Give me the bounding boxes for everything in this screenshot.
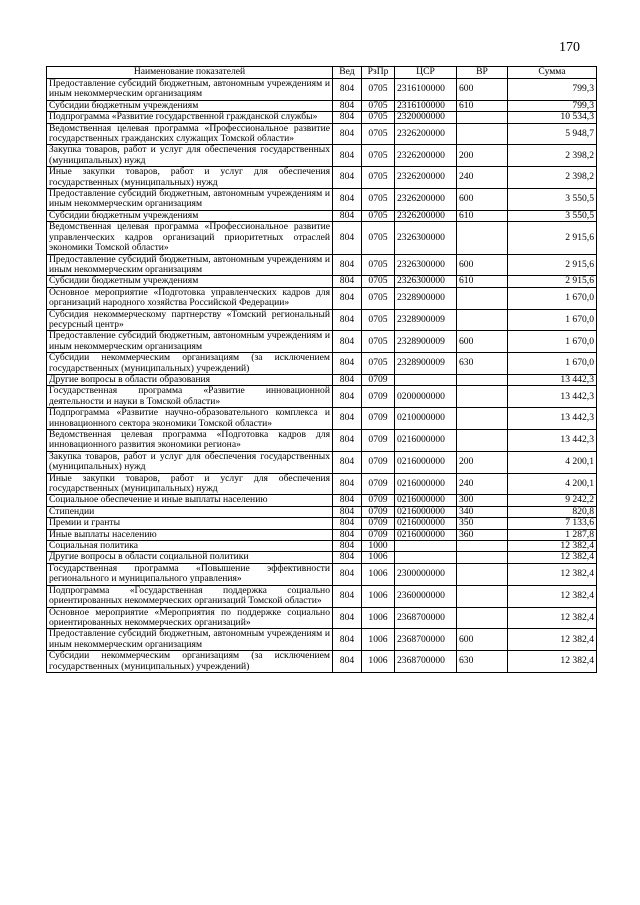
row-sum: 13 442,3 [508, 386, 597, 408]
row-rzpr: 0705 [362, 353, 395, 375]
row-vr: 360 [457, 529, 508, 540]
row-rzpr: 0705 [362, 254, 395, 276]
row-vr: 600 [457, 254, 508, 276]
row-rzpr: 0709 [362, 408, 395, 430]
row-name: Социальная политика [47, 541, 333, 552]
row-csr: 2328900009 [395, 309, 457, 331]
row-name: Субсидии некоммерческим организациям (за исключением государственных (муниципальных) учреждений) [47, 651, 333, 673]
row-rzpr: 1006 [362, 607, 395, 629]
table-row [47, 585, 597, 607]
row-csr: 2326300000 [395, 254, 457, 276]
header-sum: Сумма [508, 67, 597, 79]
row-rzpr: 0705 [362, 276, 395, 287]
row-sum: 12 382,4 [508, 552, 597, 563]
row-rzpr: 0709 [362, 473, 395, 495]
row-ved: 804 [333, 518, 362, 529]
row-ved: 804 [333, 331, 362, 353]
row-csr: 2328900009 [395, 353, 457, 375]
row-csr: 0216000000 [395, 430, 457, 452]
page-number: 170 [559, 40, 580, 55]
row-rzpr: 1006 [362, 563, 395, 585]
row-name: Субсидии бюджетным учреждениям [47, 210, 333, 221]
row-sum: 5 948,7 [508, 123, 597, 145]
row-rzpr: 1000 [362, 541, 395, 552]
row-vr [457, 563, 508, 585]
row-csr: 2300000000 [395, 563, 457, 585]
row-vr: 600 [457, 189, 508, 211]
row-vr: 200 [457, 451, 508, 473]
row-ved: 804 [333, 222, 362, 254]
row-csr: 2326300000 [395, 276, 457, 287]
row-ved: 804 [333, 651, 362, 673]
row-rzpr: 0705 [362, 112, 395, 123]
table-row [47, 430, 597, 452]
row-vr [457, 309, 508, 331]
table-row [47, 100, 597, 111]
row-vr: 600 [457, 331, 508, 353]
row-ved: 804 [333, 506, 362, 517]
row-rzpr: 0705 [362, 309, 395, 331]
row-csr: 2326200000 [395, 167, 457, 189]
row-sum: 3 550,5 [508, 189, 597, 211]
row-ved: 804 [333, 386, 362, 408]
table-row [47, 331, 597, 353]
row-csr: 0200000000 [395, 386, 457, 408]
row-name: Подпрограмма «Развитие государственной гражданской службы» [47, 112, 333, 123]
row-vr: 610 [457, 100, 508, 111]
table-row [47, 374, 597, 385]
row-sum: 4 200,1 [508, 451, 597, 473]
row-sum: 13 442,3 [508, 430, 597, 452]
row-sum: 2 398,2 [508, 145, 597, 167]
row-name: Другие вопросы в области образования [47, 374, 333, 385]
row-sum: 4 200,1 [508, 473, 597, 495]
row-name: Ведомственная целевая программа «Профессиональное развитие управленческих кадров организаций приоритетных отраслей экономики Томской области» [47, 222, 333, 254]
row-ved: 804 [333, 123, 362, 145]
row-sum: 820,8 [508, 506, 597, 517]
row-rzpr: 0709 [362, 451, 395, 473]
row-sum: 12 382,4 [508, 541, 597, 552]
row-ved: 804 [333, 276, 362, 287]
row-ved: 804 [333, 100, 362, 111]
row-ved: 804 [333, 145, 362, 167]
row-csr: 2320000000 [395, 112, 457, 123]
row-sum: 3 550,5 [508, 210, 597, 221]
table-row [47, 123, 597, 145]
table-row [47, 473, 597, 495]
header-rzpr: РзПр [362, 67, 395, 79]
table-row [47, 607, 597, 629]
row-vr [457, 430, 508, 452]
row-rzpr: 0705 [362, 123, 395, 145]
row-sum: 2 398,2 [508, 167, 597, 189]
budget-table [46, 66, 597, 673]
row-name: Субсидии бюджетным учреждениям [47, 100, 333, 111]
row-ved: 804 [333, 430, 362, 452]
row-vr [457, 552, 508, 563]
row-sum: 13 442,3 [508, 374, 597, 385]
table-row [47, 276, 597, 287]
table-row [47, 506, 597, 517]
row-name: Предоставление субсидий бюджетным, автономным учреждениям и иным некоммерческим организациям [47, 254, 333, 276]
row-name: Предоставление субсидий бюджетным, автономным учреждениям и иным некоммерческим организациям [47, 331, 333, 353]
row-csr [395, 552, 457, 563]
row-name: Предоставление субсидий бюджетным, автономным учреждениям и иным некоммерческим организациям [47, 189, 333, 211]
table-row [47, 518, 597, 529]
table-row [47, 629, 597, 651]
row-rzpr: 0705 [362, 222, 395, 254]
row-vr [457, 585, 508, 607]
row-csr: 2328900009 [395, 331, 457, 353]
row-rzpr: 0709 [362, 506, 395, 517]
row-sum: 12 382,4 [508, 651, 597, 673]
row-name: Закупка товаров, работ и услуг для обеспечения государственных (муниципальных) нужд [47, 451, 333, 473]
row-rzpr: 0705 [362, 287, 395, 309]
row-sum: 13 442,3 [508, 408, 597, 430]
row-csr: 2360000000 [395, 585, 457, 607]
row-rzpr: 0705 [362, 145, 395, 167]
row-ved: 804 [333, 79, 362, 101]
row-sum: 12 382,4 [508, 607, 597, 629]
row-rzpr: 0705 [362, 79, 395, 101]
row-rzpr: 0705 [362, 100, 395, 111]
row-name: Закупка товаров, работ и услуг для обеспечения государственных (муниципальных) нужд [47, 145, 333, 167]
row-csr: 2328900000 [395, 287, 457, 309]
row-rzpr: 0709 [362, 518, 395, 529]
row-rzpr: 0709 [362, 374, 395, 385]
table-body [47, 79, 597, 673]
row-csr: 2326200000 [395, 123, 457, 145]
row-vr: 630 [457, 651, 508, 673]
row-ved: 804 [333, 167, 362, 189]
row-ved: 804 [333, 629, 362, 651]
row-vr: 200 [457, 145, 508, 167]
table-row [47, 309, 597, 331]
row-rzpr: 1006 [362, 552, 395, 563]
row-csr: 0216000000 [395, 473, 457, 495]
table-row [47, 287, 597, 309]
row-name: Субсидии некоммерческим организациям (за исключением государственных (муниципальных) учреждений) [47, 353, 333, 375]
row-ved: 804 [333, 451, 362, 473]
row-ved: 804 [333, 529, 362, 540]
row-ved: 804 [333, 353, 362, 375]
row-sum: 2 915,6 [508, 222, 597, 254]
row-csr: 0216000000 [395, 451, 457, 473]
table-row [47, 563, 597, 585]
row-ved: 804 [333, 495, 362, 506]
row-rzpr: 0709 [362, 495, 395, 506]
row-name: Социальное обеспечение и иные выплаты населению [47, 495, 333, 506]
row-sum: 1 670,0 [508, 309, 597, 331]
row-sum: 1 670,0 [508, 353, 597, 375]
row-name: Предоставление субсидий бюджетным, автономным учреждениям и иным некоммерческим организациям [47, 79, 333, 101]
table-row [47, 167, 597, 189]
row-sum: 799,3 [508, 100, 597, 111]
row-vr: 630 [457, 353, 508, 375]
row-ved: 804 [333, 287, 362, 309]
row-sum: 12 382,4 [508, 563, 597, 585]
row-name: Премии и гранты [47, 518, 333, 529]
table-row [47, 651, 597, 673]
row-sum: 7 133,6 [508, 518, 597, 529]
row-ved: 804 [333, 408, 362, 430]
row-ved: 804 [333, 374, 362, 385]
row-csr: 2326200000 [395, 145, 457, 167]
row-sum: 9 242,2 [508, 495, 597, 506]
row-sum: 2 915,6 [508, 276, 597, 287]
header-vr: ВР [457, 67, 508, 79]
row-sum: 1 670,0 [508, 331, 597, 353]
row-rzpr: 1006 [362, 585, 395, 607]
row-name: Подпрограмма «Развитие научно-образовательного комплекса и инновационного сектора экономики Томской области» [47, 408, 333, 430]
row-vr [457, 222, 508, 254]
row-ved: 804 [333, 552, 362, 563]
row-ved: 804 [333, 254, 362, 276]
row-csr: 2368700000 [395, 607, 457, 629]
row-sum: 799,3 [508, 79, 597, 101]
row-ved: 804 [333, 112, 362, 123]
row-name: Субсидии бюджетным учреждениям [47, 276, 333, 287]
table-row [47, 541, 597, 552]
row-csr: 2368700000 [395, 651, 457, 673]
row-sum: 10 534,3 [508, 112, 597, 123]
row-name: Иные закупки товаров, работ и услуг для обеспечения государственных (муниципальных) нужд [47, 167, 333, 189]
row-rzpr: 0705 [362, 167, 395, 189]
table-row [47, 495, 597, 506]
table-row [47, 189, 597, 211]
row-ved: 804 [333, 585, 362, 607]
row-vr: 240 [457, 167, 508, 189]
row-name: Ведомственная целевая программа «Профессиональное развитие государственных гражданских служащих Томской области» [47, 123, 333, 145]
row-vr [457, 123, 508, 145]
row-vr: 240 [457, 473, 508, 495]
row-rzpr: 0709 [362, 430, 395, 452]
row-vr [457, 541, 508, 552]
row-ved: 804 [333, 473, 362, 495]
row-csr: 2326200000 [395, 210, 457, 221]
row-rzpr: 0705 [362, 331, 395, 353]
row-rzpr: 1006 [362, 651, 395, 673]
row-vr: 340 [457, 506, 508, 517]
row-rzpr: 0705 [362, 210, 395, 221]
row-sum: 1 670,0 [508, 287, 597, 309]
row-name: Государственная программа «Повышение эффективности регионального и муниципального управления» [47, 563, 333, 585]
row-csr [395, 541, 457, 552]
row-name: Основное мероприятие «Мероприятия по поддержке социально ориентированных некоммерческих организаций» [47, 607, 333, 629]
table-row [47, 529, 597, 540]
row-rzpr: 0709 [362, 529, 395, 540]
row-ved: 804 [333, 189, 362, 211]
row-csr: 2326200000 [395, 189, 457, 211]
row-csr [395, 374, 457, 385]
row-ved: 804 [333, 563, 362, 585]
table-row [47, 552, 597, 563]
row-csr: 0216000000 [395, 506, 457, 517]
row-csr: 2326300000 [395, 222, 457, 254]
header-ved: Вед [333, 67, 362, 79]
header-csr: ЦСР [395, 67, 457, 79]
row-vr: 600 [457, 79, 508, 101]
row-csr: 0210000000 [395, 408, 457, 430]
row-name: Государственная программа «Развитие инновационной деятельности и науки в Томской области» [47, 386, 333, 408]
table-row [47, 408, 597, 430]
row-csr: 2316100000 [395, 100, 457, 111]
row-sum: 12 382,4 [508, 585, 597, 607]
row-name: Предоставление субсидий бюджетным, автономным учреждениям и иным некоммерческим организациям [47, 629, 333, 651]
row-vr [457, 287, 508, 309]
table-row [47, 112, 597, 123]
row-vr: 610 [457, 210, 508, 221]
row-name: Иные закупки товаров, работ и услуг для обеспечения государственных (муниципальных) нужд [47, 473, 333, 495]
row-vr [457, 374, 508, 385]
table-row [47, 451, 597, 473]
table-row [47, 386, 597, 408]
row-ved: 804 [333, 210, 362, 221]
table-row [47, 254, 597, 276]
table-row [47, 145, 597, 167]
table-header-row [47, 67, 597, 79]
row-csr: 0216000000 [395, 495, 457, 506]
row-vr: 350 [457, 518, 508, 529]
row-sum: 1 287,8 [508, 529, 597, 540]
row-name: Иные выплаты населению [47, 529, 333, 540]
row-name: Подпрограмма «Государственная поддержка социально ориентированных некоммерческих организаций Томской области» [47, 585, 333, 607]
row-sum: 2 915,6 [508, 254, 597, 276]
row-csr: 0216000000 [395, 529, 457, 540]
row-vr [457, 607, 508, 629]
row-name: Ведомственная целевая программа «Подготовка кадров для инновационного развития экономики региона» [47, 430, 333, 452]
row-vr [457, 386, 508, 408]
row-vr [457, 408, 508, 430]
row-csr: 2316100000 [395, 79, 457, 101]
row-vr: 300 [457, 495, 508, 506]
table-row [47, 79, 597, 101]
row-ved: 804 [333, 607, 362, 629]
row-rzpr: 1006 [362, 629, 395, 651]
row-name: Другие вопросы в области социальной политики [47, 552, 333, 563]
table-row [47, 210, 597, 221]
row-vr [457, 112, 508, 123]
row-name: Основное мероприятие «Подготовка управленческих кадров для организаций народного хозяйства Российской Федерации» [47, 287, 333, 309]
header-name: Наименование показателей [47, 67, 333, 79]
row-rzpr: 0705 [362, 189, 395, 211]
row-ved: 804 [333, 541, 362, 552]
row-name: Стипендии [47, 506, 333, 517]
row-name: Субсидия некоммерческому партнерству «Томский региональный ресурсный центр» [47, 309, 333, 331]
row-vr: 610 [457, 276, 508, 287]
table-row [47, 353, 597, 375]
table-row [47, 222, 597, 254]
row-ved: 804 [333, 309, 362, 331]
row-csr: 2368700000 [395, 629, 457, 651]
row-vr: 600 [457, 629, 508, 651]
row-rzpr: 0709 [362, 386, 395, 408]
row-csr: 0216000000 [395, 518, 457, 529]
row-sum: 12 382,4 [508, 629, 597, 651]
